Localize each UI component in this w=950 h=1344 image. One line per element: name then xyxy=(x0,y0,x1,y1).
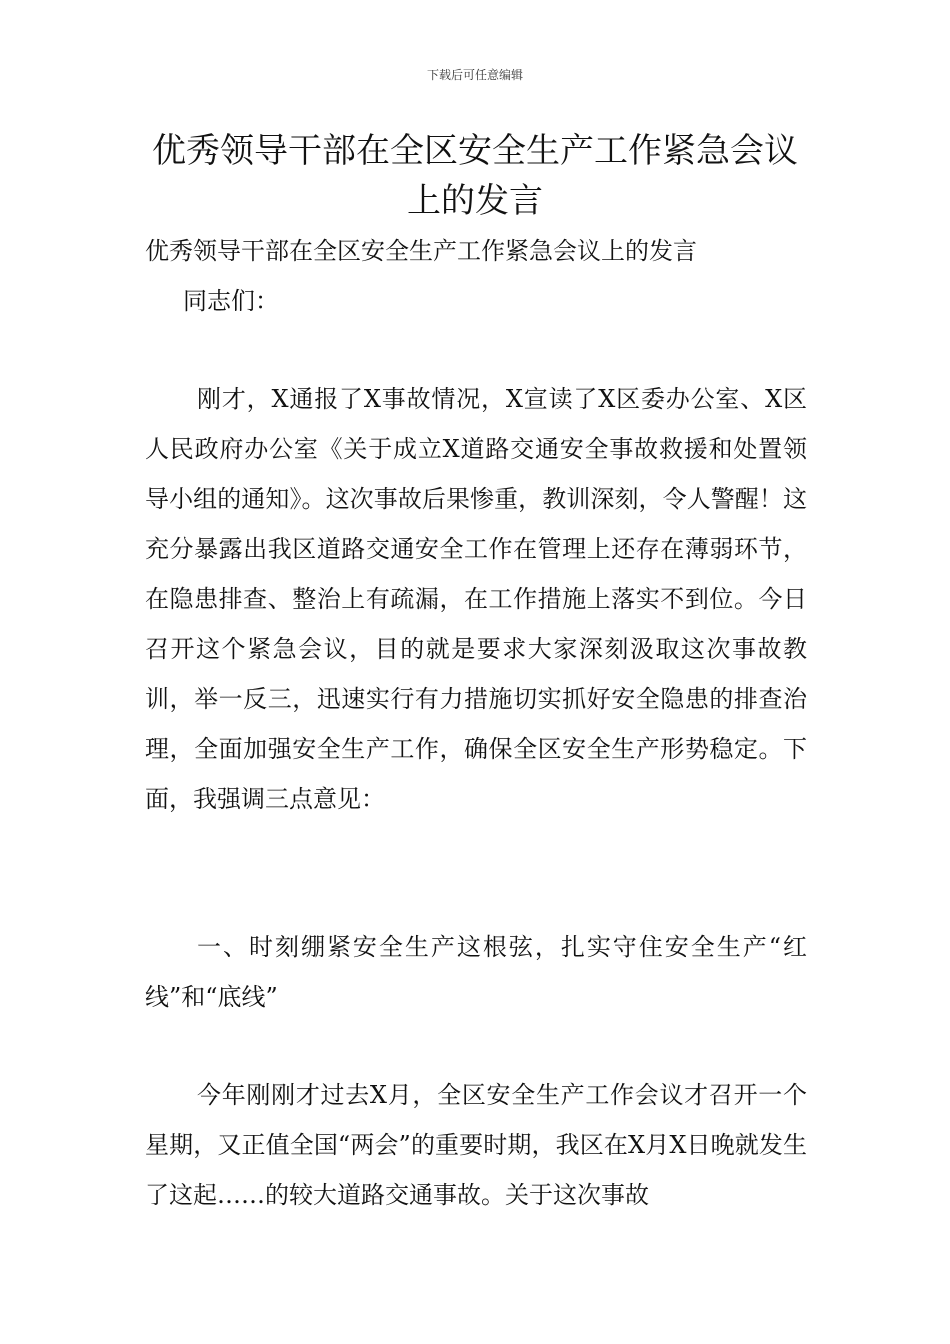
paragraph-section-1: 今年刚刚才过去X月，全区安全生产工作会议才召开一个星期，又正值全国“两会”的重要时期，我区在X月X日晚就发生了这起……的较大道路交通事故。关于这次事故 xyxy=(145,1081,807,1209)
section-heading-1: 一、时刻绷紧安全生产这根弦，扎实守住安全生产“红线”和“底线” xyxy=(145,933,807,1011)
document-subtitle: 优秀领导干部在全区安全生产工作紧急会议上的发言 xyxy=(145,237,697,265)
header-note: 下载后可任意编辑 xyxy=(426,68,523,82)
paragraph-intro: 刚才，X通报了X事故情况，X宣读了X区委办公室、X区人民政府办公室《关于成立X道路交通安全事故救援和处置领导小组的通知》。这次事故后果惨重，教训深刻，令人警醒！这充分暴露出我区道路交通安全工作在管理上还存在薄弱环节，在隐患排查、整治上有疏漏，在工作措施上落实不到位。今日召开这个紧急会议，目的就是要求大家深刻汲取这次事故教训，举一反三，迅速实行有力措施切实抓好安全隐患的排查治理，全面加强安全生产工作，确保全区安全生产形势稳定。下面，我强调三点意见： xyxy=(145,385,807,813)
salutation: 同志们： xyxy=(183,287,279,315)
document-title: 优秀领导干部在全区安全生产工作紧急会议上的发言 xyxy=(152,131,798,221)
